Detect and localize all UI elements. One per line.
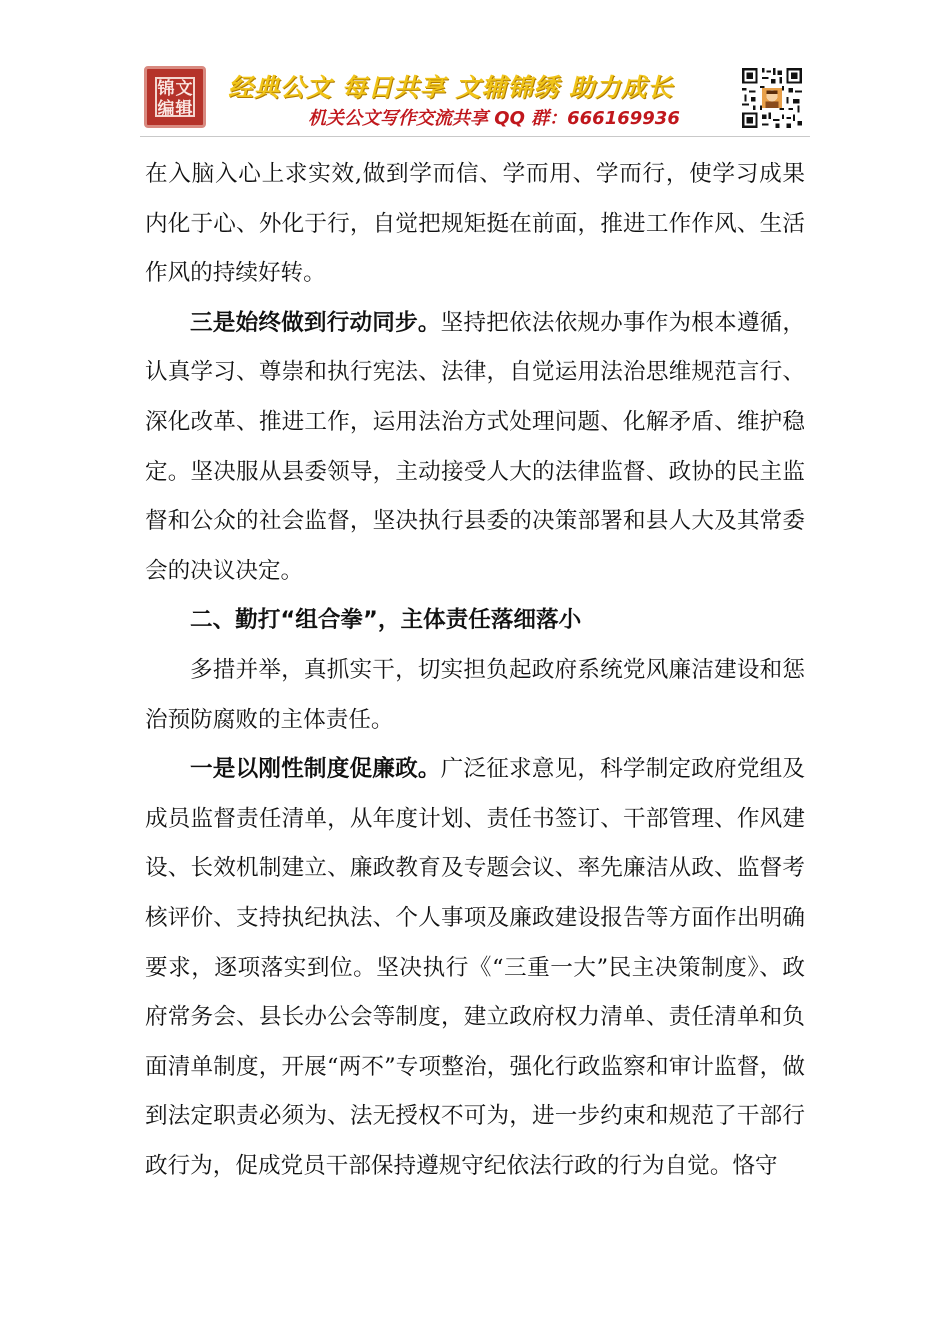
- paragraph-body: 坚持把依法依规办事作为根本遵循，认真学习、尊崇和执行宪法、法律，自觉运用法治思维规范言行、深化改革、推进工作，运用法治方式处理问题、化解矛盾、维护稳定。坚决服从县委领导，主动接受人大的法律监督、政协的民主监督和公众的社会监督，坚决执行县委的决策部署和县人大及其常委会的决议决定。: [145, 309, 806, 584]
- seal-char: 编: [157, 99, 175, 119]
- document-body: [145, 150, 805, 1191]
- paragraph: [145, 745, 805, 1191]
- seal-char: 锦: [157, 79, 175, 99]
- seal-char: 文: [175, 79, 193, 99]
- paragraph-body: 广泛征求意见，科学制定政府党组及成员监督责任清单，从年度计划、责任书签订、干部管理、作风建设、长效机制建立、廉政教育及专题会议、率先廉洁从政、监督考核评价、支持执纪执法、个人事项及廉政建设报告等方面作出明确要求，逐项落实到位。坚决执行《“三重一大”民主决策制度》、政府常务会、县长办公会等制度，建立政府权力清单、责任清单和负面清单制度，开展“两不”专项整治，强化行政监察和审计监督，做到法定职责必须为、法无授权不可为，进一步约束和规范了干部行政行为，促成党员干部保持遵规守纪依法行政的行为自觉。恪守: [145, 756, 806, 1179]
- paragraph-lead: 三是始终做到行动同步。: [190, 309, 441, 336]
- header-slogan: 经典公文 每日共享 文辅锦绣 助力成长: [228, 73, 674, 102]
- paragraph: [145, 299, 805, 597]
- page-header: [140, 62, 810, 134]
- paragraph: 在入脑入心上求实效,做到学而信、学而用、学而行，使学习成果内化于心、外化于行，自觉把规矩挺在前面，推进工作作风、生活作风的持续好转。: [145, 161, 805, 287]
- paragraph-lead: 一是以刚性制度促廉政。: [190, 756, 441, 783]
- brand-seal-logo: [144, 66, 206, 128]
- header-qq-group: 机关公文写作交流共享 QQ 群：666169936: [308, 108, 680, 129]
- qr-code-icon[interactable]: [740, 66, 804, 130]
- section-heading: 二、勤打“组合拳”，主体责任落细落小: [190, 607, 582, 634]
- header-divider: [140, 136, 810, 137]
- seal-char: 辑: [175, 99, 193, 119]
- paragraph: 多措并举，真抓实干，切实担负起政府系统党风廉洁建设和惩治预防腐败的主体责任。: [145, 656, 805, 733]
